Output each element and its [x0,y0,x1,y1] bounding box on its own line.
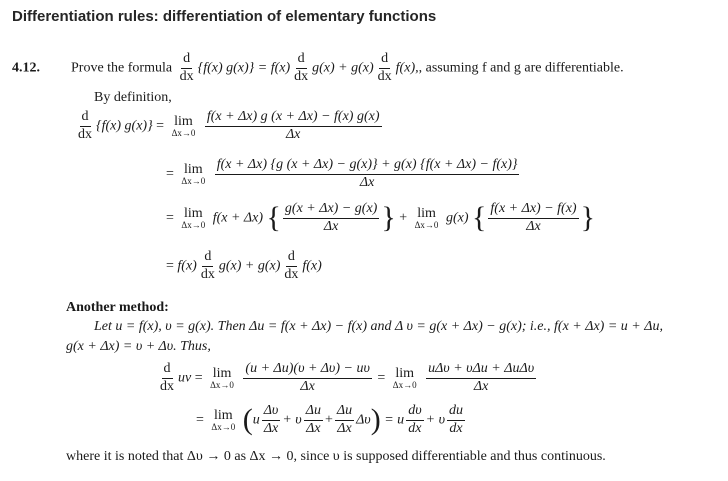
limit-operator: lim Δx→0 [181,205,206,230]
limit-operator: lim Δx→0 [171,113,196,138]
limit-operator: lim Δx→0 [392,365,417,390]
limit-operator: lim Δx→0 [181,161,206,186]
alt-fraction-2: $\frac{\text{uΔυ + υΔu + ΔuΔυ}}{\Delta x}$ [428,361,535,394]
step1-fraction: $\frac{f(x + \Delta x) g (x + \Delta x) - f(x) g(x)}{\Delta x}$ [206,109,380,142]
alt-derivation-step-1: $\frac{d}{dx}$ uv = lim Δx→0 $\frac{(u + \Delta u)(\upsilon + \Delta\upsilon) - u\upsilon}{\Delta x}$ = lim Δx→0 $\frac{\text{uΔυ + υΔu + ΔuΔυ}}{\Delta x}$ [160,361,535,394]
derivation-step-1: $\frac{d}{dx}$ {f(x) g(x)} = lim Δx→0 $\frac{f(x + \Delta x) g (x + \Delta x) - f(x) g(x)}{\Delta x}$ [78,109,380,142]
formula-g-plus-g: g(x) + g(x) [312,60,374,76]
derivative-operator: $\frac{d}{dx}$ [160,361,174,394]
derivation-step-2: = lim Δx→0 $\frac{f(x + \Delta x) \{g (x + \Delta x) - g(x)\} + g(x) \{f(x + \Delta x) - f(x)\}}{\Delta x}$ [166,157,518,190]
dv-over-dx: $\frac{\Delta\upsilon}{\Delta x}$ [263,403,279,436]
dv-d-over-dx: $\frac{d\upsilon}{dx}$ [408,403,422,436]
problem-number: 4.12. [12,60,40,76]
formula-eq-f: = f(x) [257,60,291,76]
problem-assumption: , assuming f and g are differentiable. [418,60,624,76]
derivation-step-4: = f(x) $\frac{d}{dx}$ g(x) + g(x) $\frac{d}{dx}$ f(x) [166,249,322,282]
step3-g-fraction: $\frac{g(x + \Delta x) - g(x)}{\Delta x}$ [284,201,378,234]
formula-f-end: f(x), [395,60,419,76]
derivative-operator: $\frac{d}{dx}$ [78,109,92,142]
section-heading: Differentiation rules: differentiation of elementary functions [12,8,437,25]
limit-operator: lim Δx→0 [210,365,234,390]
formula-fg: {f(x) g(x)} [197,60,255,76]
step2-fraction: $\frac{f(x + \Delta x) \{g (x + \Delta x) - g(x)\} + g(x) \{f(x + \Delta x) - f(x)\}}{\Delta x}$ [216,157,518,190]
another-method-line1: Let u = f(x), υ = g(x). Then Δu = f(x + Δx) − f(x) and Δ υ = g(x + Δx) − g(x); i.e., f(x + Δx) = u + Δu, [94,319,663,334]
derivative-operator: $\frac{d}{dx}$ [294,51,309,84]
step3-f-fraction: $\frac{f(x + \Delta x) - f(x)}{\Delta x}$ [490,201,577,234]
another-method-line2: g(x + Δx) = υ + Δυ. Thus, [66,339,211,354]
another-method-title: Another method: [66,300,169,315]
formula-fg: {f(x) g(x)} [96,118,153,134]
limit-operator: lim Δx→0 [414,205,439,230]
limit-operator: lim Δx→0 [211,407,236,432]
alt-fraction-1: $\frac{(u + \Delta u)(\upsilon + \Delta\upsilon) - u\upsilon}{\Delta x}$ [245,361,370,394]
derivative-operator: $\frac{d}{dx}$ [200,249,215,282]
derivation-step-3: = lim Δx→0 f(x + Δx) { $\frac{g(x + \Delta x) - g(x)}{\Delta x}$ } + lim Δx→0 g(x) { $\frac{f(x + \Delta x) - f(x)}{\Delta x}$ } [166,201,595,235]
derivative-operator: $\frac{d}{dx}$ [284,249,299,282]
derivative-operator: $\frac{d}{dx}$ [377,51,392,84]
alt-derivation-step-2: = lim Δx→0 (u $\frac{\Delta\upsilon}{\Delta x}$ + υ $\frac{\Delta u}{\Delta x}$ + $\frac{\Delta u}{\Delta x}$ Δυ) = u $\frac{d\upsilon}{dx}$ + υ $\frac{du}{dx}$ [196,403,463,437]
problem-statement [12,52,624,84]
du-over-dx: $\frac{\Delta u}{\Delta x}$ [305,403,321,436]
conclusion: where it is noted that Δυ → 0 as Δx → 0, since υ is supposed differentiable and thus continuous. [66,449,606,464]
derivative-operator: $\frac{d}{dx}$ [179,51,194,84]
du-over-dx: $\frac{\Delta u}{\Delta x}$ [336,403,353,436]
problem-intro: Prove the formula [71,60,173,76]
by-definition: By definition, [94,90,172,105]
du-d-over-dx: $\frac{du}{dx}$ [449,403,463,436]
